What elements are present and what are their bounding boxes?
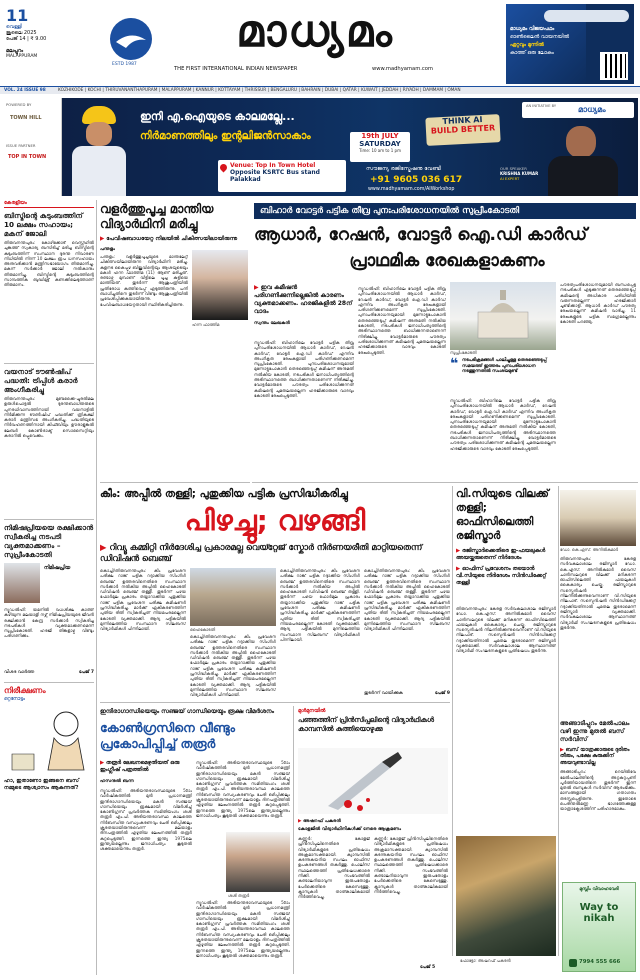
lead-quote	[450, 358, 556, 394]
lead-headline-1[interactable]: ആധാർ, റേഷൻ, വോട്ടർ ഐ.ഡി കാർഡ്	[254, 225, 588, 245]
logo-emblem	[110, 18, 152, 60]
lead-byline: സ്വന്തം ലേഖകൻ	[254, 321, 290, 326]
masthead-date: ജൂലൈ 2025	[6, 30, 37, 36]
left-s3-more[interactable]	[4, 669, 94, 675]
masthead-edition-en: MALAPPURAM	[6, 54, 38, 59]
sponsor1-logo: TOWN HILL	[10, 115, 42, 121]
tharoor-body-col1: ന്യൂഡൽഹി: അടിയന്തരാവസ്ഥയുടെ 50ാം വാർഷികത്തിൽ മുൻ പ്രധാനമന്ത്രി ഇന്ദിരാഗാന്ധിയെയും മകൻ സഞ്ജയ് ഗാന്ധിയെയും രൂക്ഷമായി വിമർശിച്ച് കോൺഗ്രസ് പ്രവർത്തക സമിതിയംഗം ശശി തരൂർ എം.പി. അടിയന്തരാവസ്ഥ കാലത്തെ നിർബന്ധിത വന്ധ്യംകരണവും ചേരി ഒഴിപ്പിക്കലും ക്രൂരതയായിരുന്നുവെന്ന് മലയാളം ദിനപത്രത്തിൽ എഴുതിയ ലേഖനത്തിൽ തരൂർ കുറ്റപ്പെടുത്തി. ഇന്നത്തെ ഇന്ത്യ 1975ലെ ഇന്ത്യയല്ലെന്നും ജനാധിപത്യം കൂടുതൽ ശക്തമായെന്നും തരൂർ.	[100, 788, 192, 852]
lead-body-col1: ന്യൂഡൽഹി: ബിഹാറിലെ വോട്ടർ പട്ടിക തീവ്ര പുനഃപരിശോധനയിൽ ആധാർ കാർഡ്, റേഷൻ കാർഡ്, വോട്ടർ ഐ.ഡി കാർഡ് എന്നിവ അംഗീകൃത രേഖകളായി പരിഗണിക്കണമെന്ന് സുപ്രീംകോടതി. പുനഃപരിശോധനയുമായി മുന്നോട്ടുപോകാൻ തെരഞ്ഞെടുപ്പ് കമീഷന് അനുമതി നൽകിയ കോടതി, നടപടികൾ ജനാധിപത്യത്തിന്റെ അടിസ്ഥാനത്തെ ബാധിക്കുന്നതാണെന്ന് നിരീക്ഷിച്ചു. വോട്ടർമാരുടെ പൗരത്വം പരിശോധിക്കുന്നത് കമീഷന്റെ ചുമതലയല്ലെന്ന ഹരജിക്കാരുടെ വാദവും കോടതി രേഖപ്പെടുത്തി.	[254, 340, 354, 398]
masthead-day: 11	[6, 6, 29, 25]
editions-list: KOZHIKODE | KOCHI | THIRUVANANTHAPURAM | MALAPPURAM | KANNUR | KOTTAYAM | THRISSUR | BENGALURU | BAHRAIN | DUBAI | QATAR | KUWAIT | JEDDAH | RIYADH | DAMMAM | OMAN	[58, 88, 461, 93]
lead-sub: ▶ ഇവ കമീഷൻ പരിഗണിക്കുന്നില്ലെങ്കിൽ കാരണം വ്യക്തമാക്കണം. ഹരജികളിൽ 28ന് വാദം സ്വന്തം ലേഖകൻ	[254, 284, 353, 326]
tharoor-body-col2: ന്യൂഡൽഹി: അടിയന്തരാവസ്ഥയുടെ 50ാം വാർഷികത്തിൽ മുൻ പ്രധാനമന്ത്രി ഇന്ദിരാഗാന്ധിയെയും മകൻ സഞ്ജയ് ഗാന്ധിയെയും രൂക്ഷമായി വിമർശിച്ച് കോൺഗ്രസ് പ്രവർത്തക സമിതിയംഗം ശശി തരൂർ എം.പി. അടിയന്തരാവസ്ഥ കാലത്തെ നിർബന്ധിത വന്ധ്യംകരണവും ചേരി ഒഴിപ്പിക്കലും ക്രൂരതയായിരുന്നുവെന്ന് മലയാളം ദിനപത്രത്തിൽ എഴുതിയ ലേഖനത്തിൽ തരൂർ കുറ്റപ്പെടുത്തി. ഇന്നത്തെ ഇന്ത്യ 1975ലെ ഇന്ത്യയല്ലെന്നും ജനാധിപത്യം കൂടുതൽ ശക്തമായെന്നും തരൂർ.	[196, 760, 290, 818]
court-building-icon	[450, 282, 556, 350]
nimishapriya-photo	[4, 563, 40, 603]
masthead	[0, 0, 640, 96]
right-box-body: അങ്ങാടിപ്പുറം: റെയിൽവേ മേൽപാലത്തിന്റെ അറ്റകുറ്റപ്പണി പൂർത്തിയായതിനെ തുടർന്ന് ഇന്ന് മുതൽ ബസുകൾ സർവിസ് ആരംഭിക്കും. മാസങ്ങളായി ഗതാഗതം തടസ്സപ്പെട്ടിരുന്നു. ഇതോടെ പെരിന്തൽമണ്ണ ഭാഗത്തേക്കുള്ള യാത്രാക്ലേശത്തിന് പരിഹാരമാകും.	[560, 769, 636, 812]
promo-line4: കാത്ത് ഒരു ലോകം	[510, 50, 554, 56]
keam-headline[interactable]: പിഴച്ചു; വഴങ്ങി	[184, 504, 366, 537]
cartoon-box	[4, 686, 94, 826]
cartoon-drawing	[4, 704, 94, 774]
promo-graphic	[544, 10, 629, 22]
left-s3-body: ന്യൂഡൽഹി: യമനിൽ വധശിക്ഷ കാത്ത് കഴിയുന്ന മലയാളി നഴ്സ് നിമിഷപ്രിയയുടെ ജീവൻ രക്ഷിക്കാൻ കേന്ദ്ര സർക്കാർ സ്വീകരിച്ച നടപടികൾ വ്യക്തമാക്കണമെന്ന് സുപ്രീംകോടതി. ഹരജി തിങ്കളാഴ്ച വീണ്ടും പരിഗണിക്കും.	[4, 607, 94, 639]
vc-headline[interactable]: വി.സിയുടെ വിലക്ക് തള്ളി; ഓഫിസിലെത്തി രജിസ്ട്രാർ	[456, 488, 549, 542]
tharoor-photo-caption: ശശി തരൂർ	[228, 893, 250, 898]
lead-quote-text: നടപടിക്രമങ്ങൾ പാലിച്ചുള്ള തെരഞ്ഞെടുപ്പ് സമയത്ത് ഇത്തരം പുനഃപരിശോധന നടത്തുന്നതിൽ സംശയമുണ്ട്	[462, 358, 547, 375]
left-column	[4, 200, 94, 975]
ad-reg-url[interactable]: www.madhyamam.com/AIWorkshop	[368, 187, 455, 192]
sponsor2-logo: TOP IN TOWN	[8, 154, 47, 160]
ad-date-week: SATURDAY	[359, 140, 401, 148]
left-s1-headline[interactable]: ബിസ്മിന്റെ കുടുംബത്തിന് 10 ലക്ഷം സഹായം; മകന് ജോലി	[4, 211, 83, 238]
sponsor-box	[2, 98, 62, 196]
tharoor-sub: ▶ തരൂർ ലേഖനമെഴുതിയത് ഒരു ഇംഗ്ലീഷ് പത്രത്തിൽ	[100, 760, 180, 773]
qr-code-icon[interactable]	[600, 52, 628, 80]
lead-sub-text: ഇവ കമീഷൻ പരിഗണിക്കുന്നില്ലെങ്കിൽ കാരണം വ്യക്തമാക്കണം. ഹരജികളിൽ 28ന് വാദം	[254, 284, 353, 315]
way-to-nikah-ad[interactable]	[562, 882, 636, 972]
build-better-text: BUILD BETTER	[430, 123, 496, 136]
vc-photo-caption: ഡോ. കെ.എസ്. അനിൽകുമാർ	[560, 547, 619, 552]
ad-date-day: 19th JULY	[361, 132, 399, 140]
think-ai-text: THINK AI	[442, 114, 483, 127]
highcourt-caption: ഹൈകോടതി	[190, 627, 216, 632]
campus-byline-text: അഷറഫ് പകരൻ	[303, 819, 341, 824]
more-link[interactable]: വിശദ വാർത്ത	[4, 670, 35, 675]
right-box-sub: ▶ ബസ് യാത്രക്കാരുടെ ദുരിതം തീരും, പക്ഷേ കുരുക്കിന് അയവുണ്ടാവില്ല	[560, 747, 630, 766]
keam-page-ref[interactable]: പേജ് 9	[434, 691, 450, 696]
cartoon-sub: ഒറ്റനോട്ടം	[4, 697, 25, 702]
ad-date-box	[350, 132, 410, 162]
ad-headline1: ഇനി എ.ഐയുടെ കാലമല്ലേ...	[140, 110, 295, 123]
campus-illustration	[298, 748, 448, 814]
venue-line3: Palakkad	[230, 176, 261, 183]
wtn-phone[interactable]: 7994 555 666	[579, 959, 621, 965]
campus-page-ref[interactable]: പേജ് 5	[420, 965, 436, 970]
right-col-body: പൗരത്വപരിശോധനയുമായി ബന്ധപ്പെട്ട നടപടികൾ എടുക്കുന്നത് തെരഞ്ഞെടുപ്പ് കമീഷന്റെ അധികാര പരിധിയിൽ വരുന്നതല്ലെന്ന് ഹരജിക്കാർ ചൂണ്ടിക്കാട്ടി. ആധാർ കാർഡ് പൗരത്വ രേഖയല്ലെന്ന് കമീഷൻ വാദിച്ചു. 11 രേഖകളുടെ പട്ടിക സമഗ്രമല്ലെന്നും കോടതി പറഞ്ഞു.	[560, 282, 636, 325]
speaker-photo	[542, 122, 622, 196]
campus-byline: ▶ അഷറഫ് പകരൻ	[298, 819, 341, 824]
tharoor-kicker: ഇന്ദിരാഗാന്ധിയെയും സഞ്ജയ് ഗാന്ധിയെയും രൂക്ഷ വിമർശനം	[100, 708, 275, 715]
page-ref[interactable]: പേജ് 7	[78, 670, 94, 675]
speaker-role: OUR SPEAKER	[500, 166, 527, 171]
knife-illustration	[298, 748, 448, 814]
vc-body-col1: തിരുവനന്തപുരം: കേരള സർവകലാശാല രജിസ്ട്രാർ ഡോ. കെ.എസ്. അനിൽകുമാർ വൈസ് ചാൻസലറുടെ വിലക്ക് മറികടന്ന് ഓഫിസിലെത്തി ഫയലുകൾ കൈകാര്യം ചെയ്തു. രജിസ്ട്രാറുടെ സസ്പെൻഷൻ നിലനിൽക്കുന്നുവെന്നാണ് വി.സിയുടെ നിലപാട്. സസ്പെൻഷൻ സിൻഡിക്കേറ്റ് റദ്ദാക്കിയതിനാൽ ചുമതല തുടരാമെന്ന് രജിസ്ട്രാർ വ്യക്തമാക്കി. സർവകലാശാല ആസ്ഥാനത്ത് വിദ്യാർഥി സംഘടനകളുടെ പ്രതിഷേധം തുടർന്നു.	[456, 606, 556, 654]
bird-icon	[110, 18, 152, 60]
cat-story-photo-caption: ഹന്ന ഫാത്തിമ	[192, 322, 220, 327]
initiative-label: AN INITIATIVE BY	[526, 104, 557, 108]
promo-line2: ഓൺലൈൻ വായനയിൽ	[510, 34, 570, 40]
keam-body-col3: കൊച്ചി/തിരുവനന്തപുരം: കീം പ്രവേശന പരീക്ഷ റാങ്ക് പട്ടിക റദ്ദാക്കിയ സിംഗിൾ ബെഞ്ച് ഉത്തരവിനെതിരെ സംസ്ഥാന സർക്കാർ നൽകിയ അപ്പീൽ ഹൈകോടതി ഡിവിഷൻ ബെഞ്ച് തള്ളി. തുടർന്ന് പഴയ ഫോർമുല പ്രകാരം തയ്യാറാക്കിയ പുതുക്കിയ റാങ്ക് പട്ടിക പ്രവേശന പരീക്ഷ കമീഷണർ പ്രസിദ്ധീകരിച്ചു. മാർക്ക് ഏകീകരണത്തിന് പുതിയ രീതി സ്വീകരിച്ചത് നിയമപരമല്ലെന്ന് കോടതി വ്യക്തമാക്കി. ആദ്യ പട്ടികയിൽ മുന്നിലെത്തിയ സംസ്ഥാന സിലബസ് വിദ്യാർഥികൾ പിന്നിലായി.	[280, 568, 360, 642]
nimishapriya-label: നിമിഷപ്രിയ	[44, 565, 71, 571]
edition-bar	[0, 86, 640, 94]
masthead-edition-ml: മലപ്പുറം	[6, 48, 24, 54]
protest-photo	[456, 836, 556, 956]
lead-body-col3: ന്യൂഡൽഹി: ബിഹാറിലെ വോട്ടർ പട്ടിക തീവ്ര പുനഃപരിശോധനയിൽ ആധാർ കാർഡ്, റേഷൻ കാർഡ്, വോട്ടർ ഐ.ഡി കാർഡ് എന്നിവ അംഗീകൃത രേഖകളായി പരിഗണിക്കണമെന്ന് സുപ്രീംകോടതി. പുനഃപരിശോധനയുമായി മുന്നോട്ടുപോകാൻ തെരഞ്ഞെടുപ്പ് കമീഷന് അനുമതി നൽകിയ കോടതി, നടപടികൾ ജനാധിപത്യത്തിന്റെ അടിസ്ഥാനത്തെ ബാധിക്കുന്നതാണെന്ന് നിരീക്ഷിച്ചു. വോട്ടർമാരുടെ പൗരത്വം പരിശോധിക്കുന്നത് കമീഷന്റെ ചുമതലയല്ലെന്ന ഹരജിക്കാരുടെ വാദവും കോടതി രേഖപ്പെടുത്തി.	[450, 398, 556, 451]
cat-story-photo	[192, 250, 248, 320]
masthead-title: മാധ്യമം	[236, 6, 394, 57]
cat-story-byline: പന്തളം	[100, 247, 115, 252]
left-kicker: കേരളീയം	[4, 200, 94, 208]
campus-sub: കോളജിൽ വിദ്യാർഥിനികൾക്ക് നേരെ ആക്രമണം	[298, 827, 402, 832]
left-s2-body: തിരുവനന്തപുരം: മുണ്ടക്കൈ-ചൂരൽമല ഉരുൾപൊട്ടൽ ദുരന്തബാധിതരുടെ പുനരധിവാസത്തിനായി വയനാട്ടിൽ നിർമിക്കുന്ന ടൗൺഷിപ് പദ്ധതിക്ക് ത്രികക്ഷി കരാർ മന്ത്രിസഭ അംഗീകരിച്ചു. പദ്ധതിയുടെ നിർവഹണത്തിനായി കിഫ്ബിയും ഊരാളുങ്കൽ ലേബർ കോൺട്രാക്ട് സൊസൈറ്റിയും കരാറിൽ ഒപ്പുവെക്കും.	[4, 396, 94, 439]
think-ai-badge	[425, 114, 500, 146]
left-s1-body: തിരുവനന്തപുരം: കോഴിക്കോട് വെസ്റ്റ്ഹിൽ ചുങ്കത്ത് സ്വകാര്യ ബസിടിച്ച് മരിച്ച ബിസ്മിന്റെ കുടുംബത്തിന് സംസ്ഥാന ദുരന്ത നിവാരണ നിധിയിൽ നിന്ന് 10 ലക്ഷം രൂപ ധനസഹായം അനുവദിക്കാൻ മന്ത്രിസഭായോഗം തീരുമാനിച്ചു. മകന് സർക്കാർ ജോലി നൽകാനും തീരുമാനിച്ചു. ബിസ്മിന്റെ കുടുംബത്തിന്റെ സാമ്പത്തിക ബുദ്ധിമുട്ട് കണക്കിലെടുത്താണ് തീരുമാനം.	[4, 240, 94, 288]
wtn-head: മുസ്ലിം വിവാഹവേദി	[579, 887, 619, 892]
issue-partner-label: ISSUE PARTNER	[6, 143, 36, 148]
promo-line1: മാധ്യമം വിജയപഥം	[510, 26, 555, 32]
cat-story	[100, 202, 250, 482]
lead-headline-2[interactable]: പ്രാഥമിക രേഖകളാകണം	[349, 251, 545, 271]
left-s2-headline[interactable]: വയനാട് ടൗൺഷിപ് പദ്ധതി: ട്രിപ്പിൾ കരാർ അംഗീകരിച്ചു	[4, 367, 78, 394]
masthead-promo[interactable]	[506, 4, 634, 84]
cat-story-body: പന്തളം: വളർത്തുപൂച്ചയുടെ മാന്തലേറ്റ് ചികിത്സയിലായിരുന്ന വിദ്യാർഥിനി മരിച്ചു. കുളനട കൈപ്പുഴ ബിജുവിന്റെയും ആശയുടെയും മകൾ ഹന്ന ഫാത്തിമ (11) ആണ് മരിച്ചത്. രണ്ടാഴ്ച മുമ്പാണ് വീട്ടിലെ പൂച്ച കുട്ടിയെ മാന്തിയത്. തുടർന്ന് ആശുപത്രിയിൽ പ്രതിരോധ കുത്തിവെപ്പ് എടുത്തിരുന്നു. പനി ബാധിച്ചതിനെ തുടർന്ന് വീണ്ടും ആശുപത്രിയിൽ പ്രവേശിപ്പിക്കുകയായിരുന്നു. പേവിഷബാധയേറ്റതായി സ്ഥിരീകരിച്ചിരുന്നു.	[100, 254, 188, 307]
cartoon-caption: ഹാ, ഇതാണോ ഇങ്ങനെ ബസ് നമ്മുടെ ആശ്വാസം ആകുന്നത്?	[4, 778, 80, 791]
tharoor-headline[interactable]: കോൺഗ്രസിനെ വീണ്ടും പ്രകോപിപ്പിച്ച് തരൂർ	[100, 720, 235, 751]
lead-kicker[interactable]: ബിഹാർ വോട്ടർ പട്ടിക തീവ്ര പുനഃപരിശോധനയിൽ സുപ്രീംകോടതി	[254, 203, 636, 219]
keam-sub: ▶ റിവ്യൂ കമ്മിറ്റി നിർദേശിച്ച പ്രകാരമല്ല വെയ്റ്റേജ് സ്കോർ നിർണയരീതി മാറ്റിയതെന്ന് ഡിവിഷൻ ബെഞ്ച്	[100, 542, 423, 563]
venue-line2: Opposite KSRTC Bus stand	[230, 169, 320, 176]
ad-free-reg: സൗജന്യ രജിസ്ട്രേഷനു വേണ്ടി	[366, 166, 441, 172]
cartoon-title: നിരീക്ഷണം	[4, 686, 46, 695]
powered-by-label: POWERED BY	[6, 102, 32, 107]
initiative-brand: മാധ്യമം	[578, 105, 606, 114]
ad-initiative-box	[522, 102, 634, 118]
campus-body-col2: കണ്ണൂർ: കോളജ് പ്രിൻസിപ്പലിനെതിരെ വിദ്യാർഥികളുടെ പ്രതിഷേധം അക്രമാസക്തമായി. ക്യാമ്പസിൽ കടന്നുകയറിയ സംഘം ഓഫിസ് ഉപകരണങ്ങൾ തകർത്തു. പൊലീസ് സ്ഥലത്തെത്തി പ്രതിഷേധക്കാരെ നീക്കി. സംഭവത്തിൽ കണ്ടാലറിയാവുന്ന ഇരുപതോളം പേർക്കെതിരെ കേസെടുത്തു. ക്ലാസുകൾ താത്കാലികമായി നിർത്തിവെച്ചു.	[374, 836, 448, 894]
masthead-pages-price: പേജ് 14 | ₹ 9.00	[6, 36, 47, 42]
tharoor-body-col3: ന്യൂഡൽഹി: അടിയന്തരാവസ്ഥയുടെ 50ാം വാർഷികത്തിൽ മുൻ പ്രധാനമന്ത്രി ഇന്ദിരാഗാന്ധിയെയും മകൻ സഞ്ജയ് ഗാന്ധിയെയും രൂക്ഷമായി വിമർശിച്ച് കോൺഗ്രസ് പ്രവർത്തക സമിതിയംഗം ശശി തരൂർ എം.പി. അടിയന്തരാവസ്ഥ കാലത്തെ നിർബന്ധിത വന്ധ്യംകരണവും ചേരി ഒഴിപ്പിക്കലും ക്രൂരതയായിരുന്നുവെന്ന് മലയാളം ദിനപത്രത്തിൽ എഴുതിയ ലേഖനത്തിൽ തരൂർ കുറ്റപ്പെടുത്തി. ഇന്നത്തെ ഇന്ത്യ 1975ലെ ഇന്ത്യയല്ലെന്നും ജനാധിപത്യം കൂടുതൽ ശക്തമായെന്നും തരൂർ.	[196, 900, 290, 958]
masthead-estd: ESTD 1987	[112, 62, 137, 67]
tharoor-photo	[226, 832, 290, 892]
tharoor-byline: ഹസനുൽ ബന്ന	[100, 779, 134, 784]
right-col-body-wrap	[560, 282, 636, 478]
right-box-head[interactable]: അങ്ങാടിപ്പുറം മേൽപാലം വഴി ഇന്നു മുതൽ ബസ് സർവിസ്	[560, 720, 630, 743]
keam-kicker[interactable]: കീം: അപ്പീൽ തള്ളി; പുതുക്കിയ പട്ടിക പ്രസിദ്ധീകരിച്ചു	[100, 488, 348, 500]
keam-more[interactable]	[364, 690, 450, 696]
supreme-court-photo	[450, 282, 556, 350]
ad-time: Time: 10 am to 1 pm	[359, 148, 401, 153]
cat-story-headline[interactable]: വളർത്തുപൂച്ച മാന്തിയ വിദ്യാർഥിനി മരിച്ചു	[100, 202, 214, 231]
protest-photo-caption: ഫോട്ടോ: അഷറഫ് പകരൻ	[460, 958, 511, 963]
promo-line3: ഏറ്റവും മുന്നിൽ	[510, 42, 544, 48]
cat-story-sub: ▶ പേവിഷബാധയേറ്റ നിലയിൽ ചികിത്സയിലായിരുന്നു	[100, 236, 238, 242]
banner-ad[interactable]	[2, 98, 638, 196]
vc-points	[456, 548, 556, 587]
masthead-date-block	[6, 8, 64, 59]
masthead-tagline: THE FIRST INTERNATIONAL INDIAN NEWSPAPER	[174, 66, 298, 72]
vc-point-2: ▶ ഓഫിസ് പ്രവേശനം തടയാൻ വി.സിയുടെ നിർദേശം സിൻഡിക്കേറ്റ് തള്ളി	[456, 566, 547, 586]
phone-icon	[569, 959, 577, 967]
ad-model-photo	[68, 106, 128, 196]
vc-body-col2: തിരുവനന്തപുരം: കേരള സർവകലാശാല രജിസ്ട്രാർ ഡോ. കെ.എസ്. അനിൽകുമാർ വൈസ് ചാൻസലറുടെ വിലക്ക് മറികടന്ന് ഓഫിസിലെത്തി ഫയലുകൾ കൈകാര്യം ചെയ്തു. രജിസ്ട്രാറുടെ സസ്പെൻഷൻ നിലനിൽക്കുന്നുവെന്നാണ് വി.സിയുടെ നിലപാട്. സസ്പെൻഷൻ സിൻഡിക്കേറ്റ് റദ്ദാക്കിയതിനാൽ ചുമതല തുടരാമെന്ന് രജിസ്ട്രാർ വ്യക്തമാക്കി. സർവകലാശാല ആസ്ഥാനത്ത് വിദ്യാർഥി സംഘടനകളുടെ പ്രതിഷേധം തുടർന്നു.	[560, 556, 636, 630]
masthead-weekday: വെള്ളി	[6, 24, 22, 30]
vc-photo	[560, 490, 636, 546]
masthead-website[interactable]: www.madhyamam.com	[372, 66, 433, 72]
keam-more-link[interactable]: തുടർന്ന് വായിക്കുക	[364, 691, 403, 696]
keam-body-col2: കൊച്ചി/തിരുവനന്തപുരം: കീം പ്രവേശന പരീക്ഷ റാങ്ക് പട്ടിക റദ്ദാക്കിയ സിംഗിൾ ബെഞ്ച് ഉത്തരവിനെതിരെ സംസ്ഥാന സർക്കാർ നൽകിയ അപ്പീൽ ഹൈകോടതി ഡിവിഷൻ ബെഞ്ച് തള്ളി. തുടർന്ന് പഴയ ഫോർമുല പ്രകാരം തയ്യാറാക്കിയ പുതുക്കിയ റാങ്ക് പട്ടിക പ്രവേശന പരീക്ഷ കമീഷണർ പ്രസിദ്ധീകരിച്ചു. മാർക്ക് ഏകീകരണത്തിന് പുതിയ രീതി സ്വീകരിച്ചത് നിയമപരമല്ലെന്ന് കോടതി വ്യക്തമാക്കി. ആദ്യ പട്ടികയിൽ മുന്നിലെത്തിയ സംസ്ഥാന സിലബസ് വിദ്യാർഥികൾ പിന്നിലായി.	[190, 634, 276, 698]
ad-headline2: നിർമാണത്തിലും ഇന്റലിജൻസാകാം	[140, 130, 311, 142]
lead-photo-caption: സുപ്രീംകോടതി	[450, 350, 477, 355]
keam-body-col4: കൊച്ചി/തിരുവനന്തപുരം: കീം പ്രവേശന പരീക്ഷ റാങ്ക് പട്ടിക റദ്ദാക്കിയ സിംഗിൾ ബെഞ്ച് ഉത്തരവിനെതിരെ സംസ്ഥാന സർക്കാർ നൽകിയ അപ്പീൽ ഹൈകോടതി ഡിവിഷൻ ബെഞ്ച് തള്ളി. തുടർന്ന് പഴയ ഫോർമുല പ്രകാരം തയ്യാറാക്കിയ പുതുക്കിയ റാങ്ക് പട്ടിക പ്രവേശന പരീക്ഷ കമീഷണർ പ്രസിദ്ധീകരിച്ചു. മാർക്ക് ഏകീകരണത്തിന് പുതിയ രീതി സ്വീകരിച്ചത് നിയമപരമല്ലെന്ന് കോടതി വ്യക്തമാക്കി. ആദ്യ പട്ടികയിൽ മുന്നിലെത്തിയ സംസ്ഥാന സിലബസ് വിദ്യാർഥികൾ പിന്നിലായി.	[364, 568, 450, 632]
wtn-brand: Way to nikah	[579, 902, 619, 924]
speaker-title: AI EXPERT	[500, 176, 520, 181]
quote-icon: ❝	[450, 356, 459, 372]
speaker-name: KRISHNA KUMAR	[500, 171, 539, 176]
keam-body-col1: കൊച്ചി/തിരുവനന്തപുരം: കീം പ്രവേശന പരീക്ഷ റാങ്ക് പട്ടിക റദ്ദാക്കിയ സിംഗിൾ ബെഞ്ച് ഉത്തരവിനെതിരെ സംസ്ഥാന സർക്കാർ നൽകിയ അപ്പീൽ ഹൈകോടതി ഡിവിഷൻ ബെഞ്ച് തള്ളി. തുടർന്ന് പഴയ ഫോർമുല പ്രകാരം തയ്യാറാക്കിയ പുതുക്കിയ റാങ്ക് പട്ടിക പ്രവേശന പരീക്ഷ കമീഷണർ പ്രസിദ്ധീകരിച്ചു. മാർക്ക് ഏകീകരണത്തിന് പുതിയ രീതി സ്വീകരിച്ചത് നിയമപരമല്ലെന്ന് കോടതി വ്യക്തമാക്കി. ആദ്യ പട്ടികയിൽ മുന്നിലെത്തിയ സംസ്ഥാന സിലബസ് വിദ്യാർഥികൾ പിന്നിലായി.	[100, 568, 186, 632]
vc-point-1: ▶ രജിസ്ട്രാർക്കെതിരെ ഇ-ഫയലുകൾ അയയ്ക്കരുതെന്ന് നിർദേശം	[456, 548, 546, 561]
venue-box	[218, 160, 346, 192]
highcourt-photo	[190, 568, 276, 626]
ad-phone[interactable]: +91 9605 036 617	[370, 175, 463, 185]
venue-line1: Venue: Top In Town Hotel	[230, 162, 316, 169]
lead-body-col2: ന്യൂഡൽഹി: ബിഹാറിലെ വോട്ടർ പട്ടിക തീവ്ര പുനഃപരിശോധനയിൽ ആധാർ കാർഡ്, റേഷൻ കാർഡ്, വോട്ടർ ഐ.ഡി കാർഡ് എന്നിവ അംഗീകൃത രേഖകളായി പരിഗണിക്കണമെന്ന് സുപ്രീംകോടതി. പുനഃപരിശോധനയുമായി മുന്നോട്ടുപോകാൻ തെരഞ്ഞെടുപ്പ് കമീഷന് അനുമതി നൽകിയ കോടതി, നടപടികൾ ജനാധിപത്യത്തിന്റെ അടിസ്ഥാനത്തെ ബാധിക്കുന്നതാണെന്ന് നിരീക്ഷിച്ചു. വോട്ടർമാരുടെ പൗരത്വം പരിശോധിക്കുന്നത് കമീഷന്റെ ചുമതലയല്ലെന്ന ഹരജിക്കാരുടെ വാദവും കോടതി രേഖപ്പെടുത്തി.	[358, 286, 446, 355]
speaker-label	[500, 166, 544, 181]
volume-label: VOL. 24 ISSUE 98	[4, 88, 46, 93]
campus-headline[interactable]: പഞ്ഞത്തിന് പ്രിൻസിപ്പലിന്റെ വിദ്യാർഥികൾ കാമ്പസിൽ കുത്തിയൊഴുക്കു	[298, 716, 434, 733]
tharoor-sub-text: തരൂർ ലേഖനമെഴുതിയത് ഒരു ഇംഗ്ലീഷ് പത്രത്തിൽ	[100, 760, 180, 773]
location-pin-icon	[219, 163, 229, 173]
keam-sub-text: റിവ്യൂ കമ്മിറ്റി നിർദേശിച്ച പ്രകാരമല്ല വെയ്റ്റേജ് സ്കോർ നിർണയരീതി മാറ്റിയതെന്ന് ഡിവിഷൻ ബെഞ്ച്	[100, 542, 423, 563]
campus-kicker: മുൾമുനയിൽ	[298, 708, 326, 714]
campus-body-col1: കണ്ണൂർ: കോളജ് പ്രിൻസിപ്പലിനെതിരെ വിദ്യാർഥികളുടെ പ്രതിഷേധം അക്രമാസക്തമായി. ക്യാമ്പസിൽ കടന്നുകയറിയ സംഘം ഓഫിസ് ഉപകരണങ്ങൾ തകർത്തു. പൊലീസ് സ്ഥലത്തെത്തി പ്രതിഷേധക്കാരെ നീക്കി. സംഭവത്തിൽ കണ്ടാലറിയാവുന്ന ഇരുപതോളം പേർക്കെതിരെ കേസെടുത്തു. ക്ലാസുകൾ താത്കാലികമായി നിർത്തിവെച്ചു.	[298, 836, 370, 900]
left-s3-headline[interactable]: നിമിഷപ്രിയയെ രക്ഷിക്കാൻ സ്വീകരിച്ച നടപടി വ്യക്തമാക്കണം –സുപ്രീംകോടതി	[4, 523, 94, 559]
